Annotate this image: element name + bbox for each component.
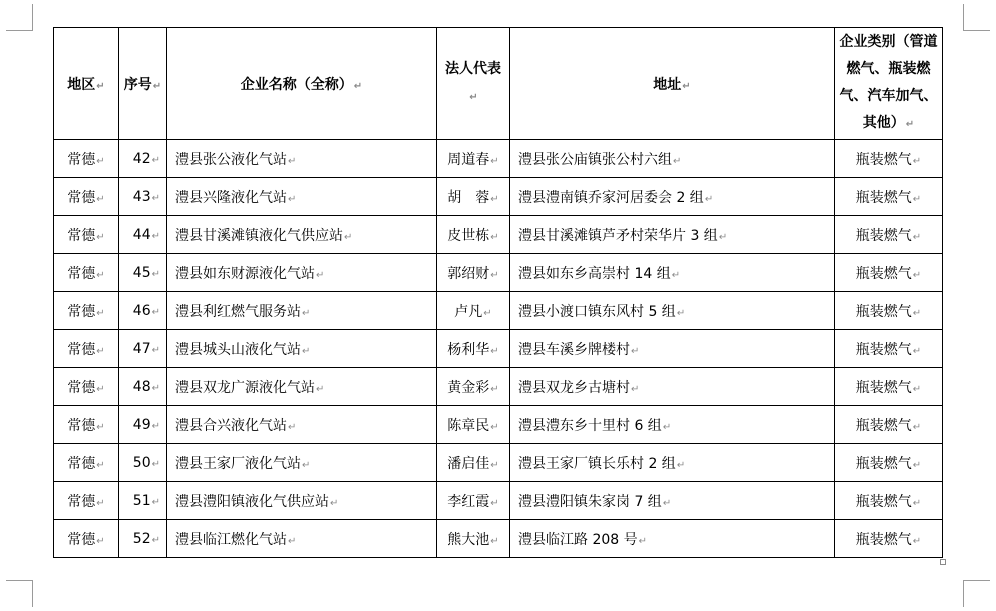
header-address: 地址↵: [510, 28, 835, 140]
cell-seq: 44↵: [119, 216, 167, 254]
cell-legal-representative: 郭绍财↵: [437, 254, 510, 292]
cell-seq: 51↵: [119, 482, 167, 520]
table-row: [54, 368, 943, 406]
table-row: [54, 482, 943, 520]
header-legal-representative: 法人代表↵: [437, 28, 510, 140]
cell-region: 常德↵: [54, 140, 119, 178]
header-region: 地区↵: [54, 28, 119, 140]
cell-legal-representative: 杨利华↵: [437, 330, 510, 368]
cell-address: 澧县澧南镇乔家河居委会 2 组↵: [510, 178, 835, 216]
table-row: [54, 520, 943, 558]
cell-address: 澧县小渡口镇东风村 5 组↵: [510, 292, 835, 330]
cell-enterprise-type: 瓶装燃气↵: [835, 216, 943, 254]
table-row: [54, 406, 943, 444]
cell-region: 常德↵: [54, 216, 119, 254]
crop-mark-bottom-left: [6, 580, 33, 607]
cell-legal-representative: 潘启佳↵: [437, 444, 510, 482]
cell-address: 澧县甘溪滩镇芦矛村荣华片 3 组↵: [510, 216, 835, 254]
cell-address: 澧县如东乡高崇村 14 组↵: [510, 254, 835, 292]
cell-enterprise-type: 瓶装燃气↵: [835, 368, 943, 406]
cell-address: 澧县临江路 208 号↵: [510, 520, 835, 558]
gas-enterprise-table: [53, 27, 943, 558]
cell-legal-representative: 李红霞↵: [437, 482, 510, 520]
table-row: [54, 330, 943, 368]
cell-legal-representative: 胡 蓉↵: [437, 178, 510, 216]
crop-mark-bottom-right: [963, 580, 990, 607]
cell-address: 澧县双龙乡古塘村↵: [510, 368, 835, 406]
cell-address: 澧县车溪乡牌楼村↵: [510, 330, 835, 368]
cell-company-name: 澧县如东财源液化气站↵: [167, 254, 437, 292]
cell-enterprise-type: 瓶装燃气↵: [835, 178, 943, 216]
cell-company-name: 澧县利红燃气服务站↵: [167, 292, 437, 330]
cell-seq: 42↵: [119, 140, 167, 178]
cell-region: 常德↵: [54, 482, 119, 520]
cell-seq: 49↵: [119, 406, 167, 444]
cell-enterprise-type: 瓶装燃气↵: [835, 140, 943, 178]
cell-enterprise-type: 瓶装燃气↵: [835, 330, 943, 368]
cell-company-name: 澧县甘溪滩镇液化气供应站↵: [167, 216, 437, 254]
cell-company-name: 澧县张公液化气站↵: [167, 140, 437, 178]
cell-region: 常德↵: [54, 520, 119, 558]
cell-seq: 52↵: [119, 520, 167, 558]
table-row: [54, 140, 943, 178]
cell-seq: 45↵: [119, 254, 167, 292]
cell-address: 澧县张公庙镇张公村六组↵: [510, 140, 835, 178]
cell-seq: 47↵: [119, 330, 167, 368]
cell-seq: 48↵: [119, 368, 167, 406]
table-end-marker: [940, 559, 946, 565]
cell-enterprise-type: 瓶装燃气↵: [835, 520, 943, 558]
cell-legal-representative: 黄金彩↵: [437, 368, 510, 406]
table-header-row: [54, 28, 943, 140]
cell-company-name: 澧县临江燃化气站↵: [167, 520, 437, 558]
cell-legal-representative: 陈章民↵: [437, 406, 510, 444]
cell-company-name: 澧县合兴液化气站↵: [167, 406, 437, 444]
header-enterprise-type: 企业类别（管道燃气、瓶装燃气、汽车加气、其他）↵: [835, 28, 943, 140]
cell-legal-representative: 周道春↵: [437, 140, 510, 178]
cell-region: 常德↵: [54, 292, 119, 330]
cell-company-name: 澧县城头山液化气站↵: [167, 330, 437, 368]
cell-enterprise-type: 瓶装燃气↵: [835, 444, 943, 482]
table-row: [54, 292, 943, 330]
header-seq: 序号↵: [119, 28, 167, 140]
cell-company-name: 澧县双龙广源液化气站↵: [167, 368, 437, 406]
crop-mark-top-right: [963, 4, 990, 31]
cell-company-name: 澧县王家厂液化气站↵: [167, 444, 437, 482]
cell-region: 常德↵: [54, 368, 119, 406]
cell-address: 澧县澧阳镇朱家岗 7 组↵: [510, 482, 835, 520]
cell-company-name: 澧县兴隆液化气站↵: [167, 178, 437, 216]
cell-region: 常德↵: [54, 254, 119, 292]
cell-seq: 46↵: [119, 292, 167, 330]
crop-mark-top-left: [6, 4, 33, 31]
cell-legal-representative: 皮世栋↵: [437, 216, 510, 254]
cell-legal-representative: 卢凡↵: [437, 292, 510, 330]
cell-region: 常德↵: [54, 330, 119, 368]
cell-region: 常德↵: [54, 444, 119, 482]
cell-address: 澧县王家厂镇长乐村 2 组↵: [510, 444, 835, 482]
table-row: [54, 254, 943, 292]
cell-legal-representative: 熊大池↵: [437, 520, 510, 558]
cell-company-name: 澧县澧阳镇液化气供应站↵: [167, 482, 437, 520]
cell-enterprise-type: 瓶装燃气↵: [835, 254, 943, 292]
cell-region: 常德↵: [54, 406, 119, 444]
cell-enterprise-type: 瓶装燃气↵: [835, 482, 943, 520]
header-company-name: 企业名称（全称）↵: [167, 28, 437, 140]
table-row: [54, 178, 943, 216]
cell-address: 澧县澧东乡十里村 6 组↵: [510, 406, 835, 444]
cell-region: 常德↵: [54, 178, 119, 216]
cell-enterprise-type: 瓶装燃气↵: [835, 406, 943, 444]
cell-seq: 43↵: [119, 178, 167, 216]
cell-enterprise-type: 瓶装燃气↵: [835, 292, 943, 330]
table-row: [54, 216, 943, 254]
cell-seq: 50↵: [119, 444, 167, 482]
table-row: [54, 444, 943, 482]
